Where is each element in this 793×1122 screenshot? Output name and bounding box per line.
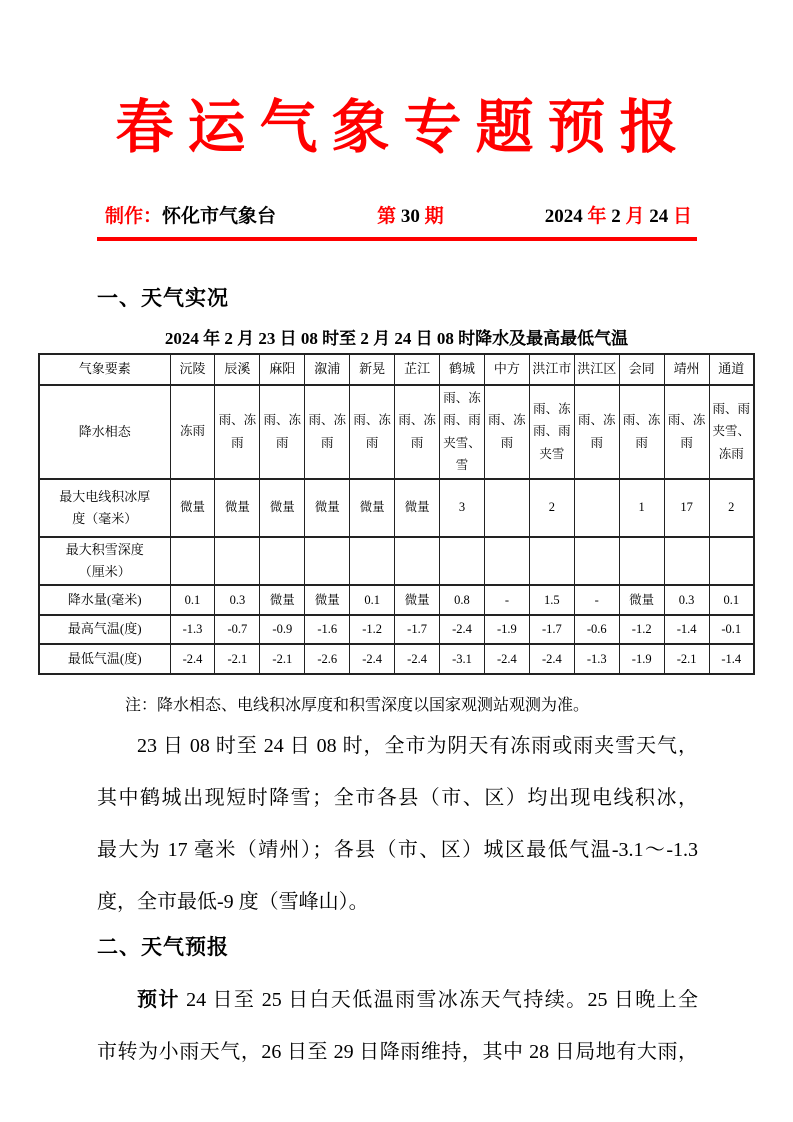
column-header: 会同 xyxy=(619,354,664,385)
column-header: 靖州 xyxy=(664,354,709,385)
table-cell: 雨、冻雨 xyxy=(215,385,260,479)
table-cell xyxy=(484,537,529,585)
table-cell: 0.3 xyxy=(664,585,709,615)
table-cell: -1.7 xyxy=(529,615,574,644)
paragraph-line: 最大为 17 毫米（靖州）；各县（市、区）城区最低气温-3.1～-1.3 xyxy=(97,839,698,862)
date-month-unit: 月 xyxy=(625,205,645,227)
row-label: 降水相态 xyxy=(39,385,170,479)
table-cell: -1.3 xyxy=(574,644,619,674)
table-cell: -2.4 xyxy=(350,644,395,674)
table-cell xyxy=(170,537,215,585)
table-cell: 雨、冻雨 xyxy=(484,385,529,479)
table-cell: 雨、冻雨 xyxy=(305,385,350,479)
table-cell xyxy=(484,479,529,537)
table-row xyxy=(39,615,754,644)
table-cell: -1.2 xyxy=(350,615,395,644)
producer xyxy=(105,205,276,229)
table-cell xyxy=(305,537,350,585)
forecast-line1-rest: 24 日至 25 日白天低温雨雪冰冻天气持续。25 日晚上全 xyxy=(179,988,699,1011)
weather-table xyxy=(38,353,755,675)
table-cell xyxy=(574,537,619,585)
table-cell: 微量 xyxy=(260,479,305,537)
table-row xyxy=(39,479,754,537)
column-header: 通道 xyxy=(709,354,754,385)
date-year-unit: 年 xyxy=(587,205,607,227)
table-cell xyxy=(664,537,709,585)
date-day-unit: 日 xyxy=(672,205,692,227)
table-title: 2024 年 2 月 23 日 08 时至 2 月 24 日 08 时降水及最高最低气温 xyxy=(164,328,629,348)
table-cell: 雨、冻雨、雨夹雪、雪 xyxy=(440,385,485,479)
column-header: 中方 xyxy=(484,354,529,385)
table-cell: 微量 xyxy=(260,585,305,615)
table-cell: 雨、冻雨、雨夹雪 xyxy=(529,385,574,479)
table-cell: 0.3 xyxy=(215,585,260,615)
table-cell: -0.7 xyxy=(215,615,260,644)
table-cell xyxy=(574,479,619,537)
table-cell: 雨、冻雨 xyxy=(350,385,395,479)
table-row xyxy=(39,537,754,585)
table-cell: -0.9 xyxy=(260,615,305,644)
row-label: 最大电线积冰厚度（毫米） xyxy=(39,479,170,537)
table-cell xyxy=(619,537,664,585)
column-header: 溆浦 xyxy=(305,354,350,385)
weather-summary-paragraph xyxy=(97,720,698,928)
table-cell: -2.1 xyxy=(664,644,709,674)
table-cell: -1.9 xyxy=(619,644,664,674)
table-cell: 微量 xyxy=(350,479,395,537)
table-cell: -2.6 xyxy=(305,644,350,674)
row-label: 降水量(毫米) xyxy=(39,585,170,615)
header-divider xyxy=(97,237,697,241)
table-cell: -1.9 xyxy=(484,615,529,644)
table-cell: 1 xyxy=(619,479,664,537)
table-cell: -1.4 xyxy=(709,644,754,674)
table-cell: 3 xyxy=(440,479,485,537)
paragraph-line: 其中鹤城出现短时降雪；全市各县（市、区）均出现电线积冰， xyxy=(97,787,698,810)
column-header: 气象要素 xyxy=(39,354,170,385)
column-header: 麻阳 xyxy=(260,354,305,385)
table-cell: -1.7 xyxy=(395,615,440,644)
column-header: 新晃 xyxy=(350,354,395,385)
column-header: 洪江市 xyxy=(529,354,574,385)
table-cell: 雨、冻雨 xyxy=(619,385,664,479)
table-cell: 雨、雨夹雪、冻雨 xyxy=(709,385,754,479)
table-cell: 微量 xyxy=(619,585,664,615)
table-cell: 雨、冻雨 xyxy=(260,385,305,479)
document-meta-row xyxy=(97,205,696,229)
table-cell: - xyxy=(484,585,529,615)
table-row xyxy=(39,585,754,615)
table-cell xyxy=(529,537,574,585)
table-cell: -0.1 xyxy=(709,615,754,644)
paragraph-line: 23 日 08 时至 24 日 08 时，全市为阴天有冻雨或雨夹雪天气， xyxy=(137,735,698,758)
table-cell: 微量 xyxy=(215,479,260,537)
table-cell xyxy=(215,537,260,585)
table-cell: 微量 xyxy=(395,585,440,615)
table-cell: 雨、冻雨 xyxy=(395,385,440,479)
table-cell: -2.4 xyxy=(484,644,529,674)
producer-name: 怀化市气象台 xyxy=(162,205,277,227)
table-cell: 1.5 xyxy=(529,585,574,615)
table-cell: -2.1 xyxy=(260,644,305,674)
table-cell xyxy=(260,537,305,585)
issue-value: 30 xyxy=(396,205,425,227)
table-cell: 0.1 xyxy=(170,585,215,615)
document-date xyxy=(545,205,692,229)
row-label: 最高气温(度) xyxy=(39,615,170,644)
table-cell: 0.1 xyxy=(709,585,754,615)
table-cell: 2 xyxy=(709,479,754,537)
table-cell: -2.1 xyxy=(215,644,260,674)
document-title: 春运气象专题预报 xyxy=(115,95,692,160)
table-cell: 2 xyxy=(529,479,574,537)
table-cell: -1.3 xyxy=(170,615,215,644)
row-label: 最大积雪深度（厘米） xyxy=(39,537,170,585)
column-header: 鹤城 xyxy=(440,354,485,385)
issue-suffix: 期 xyxy=(424,205,444,227)
section1-heading: 一、天气实况 xyxy=(97,287,229,311)
table-cell: 17 xyxy=(664,479,709,537)
row-label: 最低气温(度) xyxy=(39,644,170,674)
table-cell: -2.4 xyxy=(529,644,574,674)
paragraph-line: 市转为小雨天气，26 日至 29 日降雨维持，其中 28 日局地有大雨， xyxy=(97,1040,698,1063)
table-cell: 冻雨 xyxy=(170,385,215,479)
table-cell: -2.4 xyxy=(170,644,215,674)
column-header: 洪江区 xyxy=(574,354,619,385)
table-cell: -2.4 xyxy=(440,615,485,644)
table-cell: 微量 xyxy=(305,585,350,615)
table-cell: 微量 xyxy=(305,479,350,537)
column-header: 芷江 xyxy=(395,354,440,385)
table-cell: - xyxy=(574,585,619,615)
table-cell xyxy=(709,537,754,585)
table-cell: 0.1 xyxy=(350,585,395,615)
table-cell: 微量 xyxy=(170,479,215,537)
table-cell: -2.4 xyxy=(395,644,440,674)
table-cell xyxy=(440,537,485,585)
table-cell: -0.6 xyxy=(574,615,619,644)
table-cell: -1.4 xyxy=(664,615,709,644)
forecast-paragraph xyxy=(97,974,698,1078)
table-cell xyxy=(350,537,395,585)
column-header: 辰溪 xyxy=(215,354,260,385)
table-cell xyxy=(395,537,440,585)
table-row xyxy=(39,385,754,479)
date-month: 2 xyxy=(606,205,626,227)
paragraph-line xyxy=(97,974,698,1026)
paragraph-line: 度，全市最低-9 度（雪峰山）。 xyxy=(97,891,369,914)
column-header: 沅陵 xyxy=(170,354,215,385)
weather-table-header-row xyxy=(39,354,754,385)
weather-table-body xyxy=(39,385,754,674)
table-cell: -3.1 xyxy=(440,644,485,674)
table-row xyxy=(39,644,754,674)
table-cell: -1.2 xyxy=(619,615,664,644)
table-note: 注：降水相态、电线积冰厚度和积雪深度以国家观测站观测为准。 xyxy=(125,696,590,714)
forecast-lead: 预计 xyxy=(137,988,180,1011)
issue-number xyxy=(377,205,444,229)
table-cell: 雨、冻雨 xyxy=(574,385,619,479)
table-cell: 雨、冻雨 xyxy=(664,385,709,479)
date-year: 2024 xyxy=(544,205,588,227)
producer-label: 制作： xyxy=(105,205,163,227)
table-cell: 0.8 xyxy=(440,585,485,615)
table-cell: 微量 xyxy=(395,479,440,537)
section2-heading: 二、天气预报 xyxy=(97,936,229,960)
issue-prefix: 第 xyxy=(377,205,397,227)
date-day: 24 xyxy=(644,205,673,227)
table-cell: -1.6 xyxy=(305,615,350,644)
